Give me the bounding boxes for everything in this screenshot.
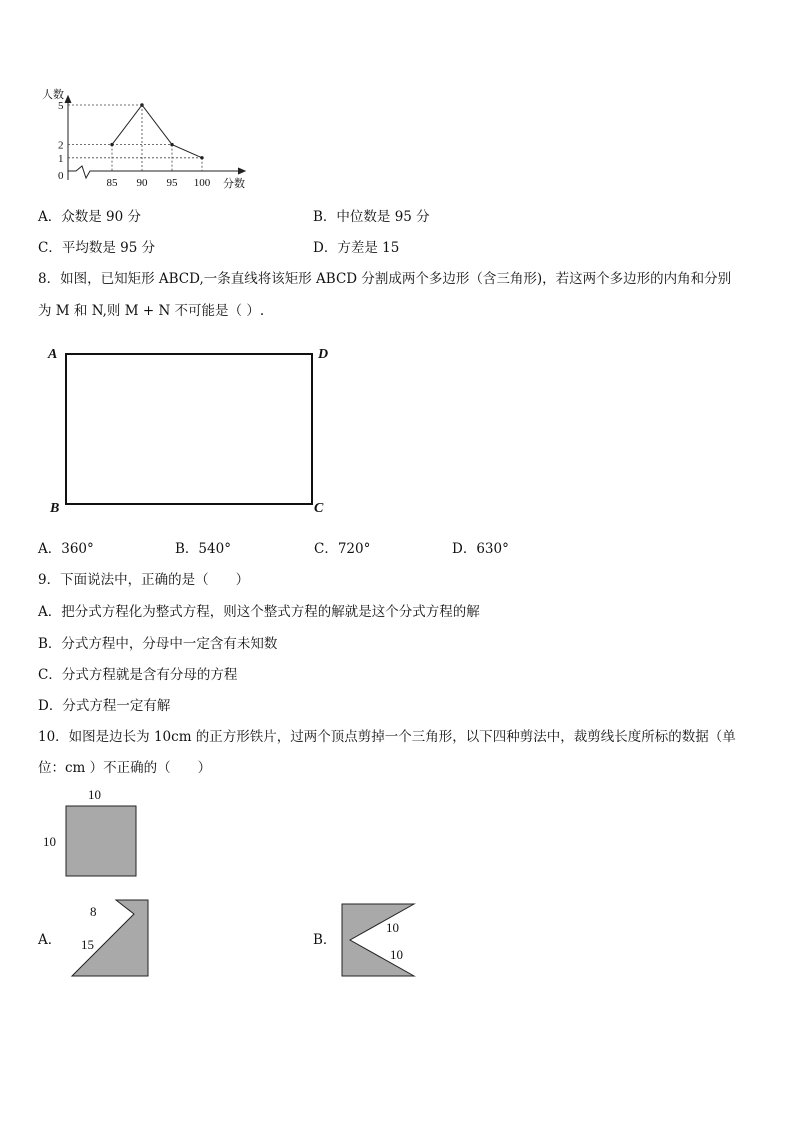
q10-option-b-figure[interactable] xyxy=(336,900,420,980)
xtick-label-90: 90 xyxy=(136,177,148,189)
q8-option-a[interactable]: A．360° xyxy=(38,541,94,557)
xtick-label-95: 95 xyxy=(166,177,178,189)
q8-stem-line2: 为 M 和 N,则 M + N 不可能是（ ）. xyxy=(38,303,265,319)
q9-stem: 9．下面说法中，正确的是（ ） xyxy=(38,572,250,588)
chart-xlabel: 分数 xyxy=(223,178,245,190)
q7-option-b[interactable]: B．中位数是 95 分 xyxy=(313,209,430,225)
rectangle-abcd xyxy=(66,354,312,504)
xtick-label-85: 85 xyxy=(106,177,118,189)
q10-square-figure xyxy=(36,784,156,880)
cut-plate-b xyxy=(342,904,414,976)
q7-line-chart xyxy=(30,86,260,194)
q10-stem-line2: 位：cm ）不正确的（ ） xyxy=(38,760,212,776)
q10-option-a-letter[interactable]: A． xyxy=(38,932,62,948)
q7-option-d[interactable]: D．方差是 15 xyxy=(313,240,400,256)
q9-option-a[interactable]: A．把分式方程化为整式方程，则这个整式方程的解就是这个分式方程的解 xyxy=(38,604,480,620)
series-line xyxy=(112,105,202,158)
q10-option-a-figure[interactable] xyxy=(66,896,156,980)
q7-option-a[interactable]: A．众数是 90 分 xyxy=(38,209,142,225)
xtick-label-100: 100 xyxy=(193,177,211,189)
chart-ylabel: 人数 xyxy=(42,89,64,101)
vertex-d-label: D xyxy=(318,347,329,362)
q9-option-b[interactable]: B．分式方程中，分母中一定含有未知数 xyxy=(38,636,278,652)
q9-option-c[interactable]: C．分式方程就是含有分母的方程 xyxy=(38,667,238,683)
q9-option-d[interactable]: D．分式方程一定有解 xyxy=(38,698,171,714)
ytick-label-2: 2 xyxy=(58,139,64,152)
q10-option-b-letter[interactable]: B． xyxy=(313,932,337,948)
chart-origin-label: 0 xyxy=(58,170,64,182)
x-axis-arrow xyxy=(238,168,245,174)
option-b-label-bottom: 10 xyxy=(390,947,403,962)
ytick-label-5: 5 xyxy=(58,100,64,112)
q8-option-c[interactable]: C．720° xyxy=(314,541,371,557)
q8-rectangle-figure xyxy=(40,340,340,520)
data-point-90 xyxy=(141,104,143,106)
option-b-label-top: 10 xyxy=(386,920,399,935)
data-point-85 xyxy=(111,143,113,145)
option-a-label-top: 8 xyxy=(90,904,97,919)
q7-option-c[interactable]: C．平均数是 95 分 xyxy=(38,240,156,256)
data-point-100 xyxy=(201,157,203,159)
vertex-c-label: C xyxy=(314,501,324,516)
q8-option-d[interactable]: D．630° xyxy=(452,541,509,557)
option-a-label-bottom: 15 xyxy=(81,937,94,952)
ytick-label-1: 1 xyxy=(58,152,64,165)
x-axis-break xyxy=(68,166,94,178)
square-left-label: 10 xyxy=(43,834,56,849)
y-axis-arrow xyxy=(65,96,71,103)
vertex-b-label: B xyxy=(50,501,60,516)
square-top-label: 10 xyxy=(88,787,101,802)
q10-stem-line1: 10．如图是边长为 10cm 的正方形铁片，过两个顶点剪掉一个三角形，以下四种剪法中，裁剪线长度所标的数据（单 xyxy=(38,729,736,745)
q8-option-b[interactable]: B．540° xyxy=(175,541,231,557)
vertex-a-label: A xyxy=(48,347,58,362)
data-point-95 xyxy=(171,143,173,145)
q8-stem-line1: 8．如图，已知矩形 ABCD,一条直线将该矩形 ABCD 分割成两个多边形（含三角形)，若这两个多边形的内角和分别 xyxy=(38,271,732,287)
square-plate xyxy=(66,806,136,876)
